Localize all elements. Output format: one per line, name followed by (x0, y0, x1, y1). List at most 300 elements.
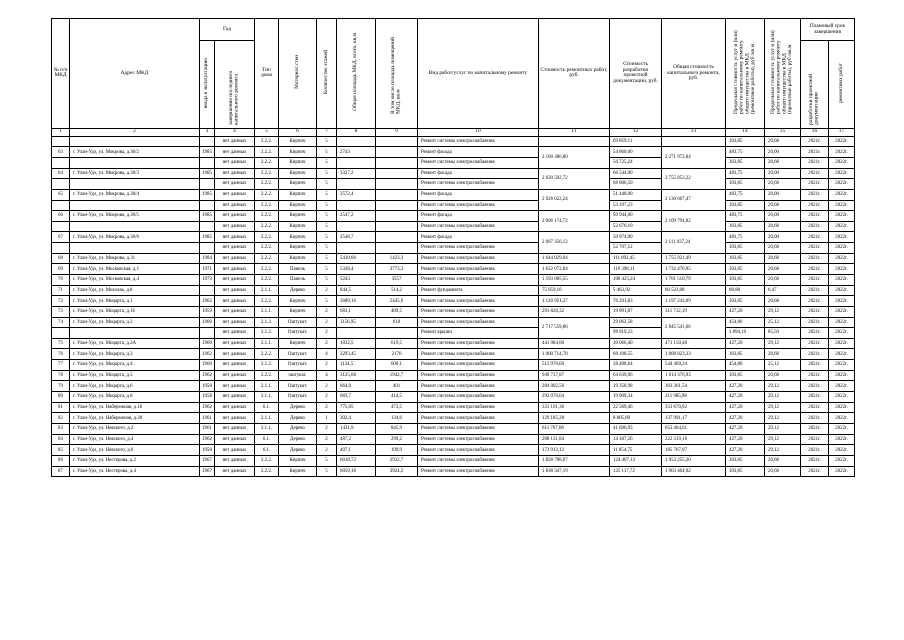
cost-design: 28 498,64 (610, 360, 662, 371)
floors: 2 (317, 285, 337, 296)
year-built: 1985 (200, 189, 215, 200)
cost-design: 22 569,46 (610, 402, 662, 413)
limit-design: 85,50 (765, 328, 801, 339)
deadline-works: 2022г. (829, 189, 855, 200)
wall-material: Оштукат. (279, 381, 317, 392)
header-year: Год (200, 19, 255, 41)
address (70, 328, 200, 339)
limit-repair: 88,88 (726, 285, 765, 296)
house-type: 2.1.1. (255, 392, 279, 403)
house-type: 2.2.2. (255, 275, 279, 286)
deadline-works: 2022г. (829, 392, 855, 403)
area-premises: 414,5 (376, 392, 418, 403)
deadline-works: 2022г. (829, 413, 855, 424)
cost-repair: 2 006 174,72 (539, 211, 610, 232)
address: г. Улан-Удэ, ул. Нестерова, д.2 (70, 455, 200, 466)
deadline-works: 2022г. (829, 296, 855, 307)
wall-material: Оштукат. (279, 360, 317, 371)
table-row (52, 455, 855, 466)
area-premises: 600,1 (376, 360, 418, 371)
year-repair: нет данных (215, 200, 255, 211)
limit-design: 20,00 (765, 211, 801, 222)
year-repair: нет данных (215, 349, 255, 360)
work-type: Ремонт системы электроснабжения (418, 349, 539, 360)
floors: 2 (317, 338, 337, 349)
cost-design: 19 909,34 (610, 392, 662, 403)
floors: 5 (317, 211, 337, 222)
work-type: Ремонт фасада (418, 189, 539, 200)
floors: 2 (317, 434, 337, 445)
address: г. Улан-Удэ, ул. Мокрова, д.30/2 (70, 147, 200, 158)
year-built (200, 136, 215, 147)
house-type: 2.2.2. (255, 466, 279, 477)
year-repair: нет данных (215, 402, 255, 413)
area-total: 5243 (337, 275, 376, 286)
deadline-design: 2021г. (801, 157, 829, 168)
header-area-total: Общая площадь МКД, всего, кв.м (352, 33, 359, 111)
wall-material: Кирпич (279, 157, 317, 168)
work-type: Ремонт системы электроснабжения (418, 338, 539, 349)
table-row (52, 328, 855, 339)
limit-design: 29,12 (765, 306, 801, 317)
cost-design: 56 725,24 (610, 157, 662, 168)
limit-repair: 303,85 (726, 466, 765, 477)
year-built: 1962 (200, 296, 215, 307)
wall-material: Кирпич (279, 306, 317, 317)
floors: 1 (317, 413, 337, 424)
table-row (52, 211, 855, 222)
house-type: 2.1.1. (255, 306, 279, 317)
row-number: 68 (52, 253, 70, 264)
floors: 5 (317, 243, 337, 254)
table-row (52, 296, 855, 307)
area-premises: 3773,3 (376, 264, 418, 275)
year-repair: нет данных (215, 434, 255, 445)
deadline-works: 2022г. (829, 253, 855, 264)
deadline-design: 2021г. (801, 445, 829, 456)
repair-program-table (51, 18, 855, 477)
area-total: 844,5 (337, 285, 376, 296)
cost-repair: 292 076,64 (539, 392, 610, 403)
area-total: 1032,5 (337, 338, 376, 349)
year-built: 1962 (200, 349, 215, 360)
cost-design: 50 944,00 (610, 211, 662, 222)
wall-material: Оштукат. (279, 349, 317, 360)
deadline-design: 2021г. (801, 402, 829, 413)
limit-design: 29,12 (765, 402, 801, 413)
cost-design: 51 448,00 (610, 189, 662, 200)
document-page (51, 18, 855, 477)
year-built: 1967 (200, 455, 215, 466)
column-number: 3 (200, 128, 215, 136)
house-type: 2.2.2. (255, 349, 279, 360)
header-limit-design: Предельная стоимость услуг и (или) работ по капитальному ремонту общего имущества в МКД (проектные работы), руб./кв.м (770, 30, 794, 114)
year-built: 1961 (200, 413, 215, 424)
deadline-works: 2022г. (829, 168, 855, 179)
table-row (52, 338, 855, 349)
limit-repair: 303,85 (726, 370, 765, 381)
limit-repair: 303,85 (726, 200, 765, 211)
floors: 4 (317, 370, 337, 381)
cost-design: 68 108,55 (610, 349, 662, 360)
row-number: 77 (52, 360, 70, 371)
cost-repair: 441 084,00 (539, 338, 610, 349)
row-number: 67 (52, 232, 70, 243)
house-type: 2.2.2. (255, 296, 279, 307)
area-total (337, 200, 376, 211)
wall-material: Панель (279, 275, 317, 286)
limit-repair: 427,20 (726, 434, 765, 445)
wall-material: Кирпич (279, 189, 317, 200)
year-built (200, 328, 215, 339)
cost-repair: 2 026 022,24 (539, 189, 610, 210)
limit-repair: 303,85 (726, 296, 765, 307)
deadline-works: 2022г. (829, 157, 855, 168)
limit-repair: 303,85 (726, 253, 765, 264)
house-type: 2.2.2. (255, 211, 279, 222)
table-row (52, 402, 855, 413)
year-repair: нет данных (215, 232, 255, 243)
area-total: 5410,66 (337, 253, 376, 264)
deadline-design: 2021г. (801, 455, 829, 466)
limit-design: 25,12 (765, 317, 801, 328)
area-total: 1431,9 (337, 423, 376, 434)
deadline-works: 2022г. (829, 200, 855, 211)
cost-design: 52 707,12 (610, 243, 662, 254)
house-type: 2.1.1. (255, 338, 279, 349)
floors: 5 (317, 264, 337, 275)
wall-material: Кирпич (279, 179, 317, 190)
year-built: 1985 (200, 232, 215, 243)
work-type: Ремонт системы электроснабжения (418, 296, 539, 307)
year-repair: нет данных (215, 243, 255, 254)
deadline-works: 2022г. (829, 381, 855, 392)
address: г. Улан-Удэ, ул. Мокрова, д.30/3 (70, 168, 200, 179)
cost-design: 5 463,92 (610, 285, 662, 296)
limit-design: 29,12 (765, 445, 801, 456)
deadline-works: 2022г. (829, 211, 855, 222)
cost-repair: 1 644 029,04 (539, 253, 610, 264)
address: г. Улан-Удэ, ул. Мокрова, д.30/4 (70, 189, 200, 200)
house-type: 2.2.2. (255, 179, 279, 190)
year-built: 1984 (200, 253, 215, 264)
header-floors: Количество этажей (322, 49, 329, 95)
column-number: 5 (255, 128, 279, 136)
cost-total: 2 130 667,47 (662, 189, 726, 210)
header-area-premises: В том числе площадь помещений МКД, кв.м (389, 37, 402, 114)
year-repair: нет данных (215, 189, 255, 200)
area-total: 2572,4 (337, 189, 376, 200)
work-type: Ремонт фасада (418, 211, 539, 222)
wall-material: Дерево (279, 413, 317, 424)
deadline-works: 2022г. (829, 349, 855, 360)
cost-repair: 2 620 502,72 (539, 168, 610, 189)
area-premises (376, 211, 418, 222)
header-cost-repair: Стоимость ремонтных работ, руб. (539, 19, 610, 129)
cost-total: 2 111 037,24 (662, 232, 726, 253)
house-type: 2.2.2. (255, 264, 279, 275)
deadline-works: 2022г. (829, 466, 855, 477)
wall-material: Дерево (279, 434, 317, 445)
limit-design: 20,68 (765, 275, 801, 286)
limit-design: 20,68 (765, 296, 801, 307)
limit-repair: 427,20 (726, 338, 765, 349)
work-type: Ремонт системы электроснабжения (418, 413, 539, 424)
year-built: 1985 (200, 211, 215, 222)
deadline-design: 2021г. (801, 338, 829, 349)
house-type: 2.2.2. (255, 370, 279, 381)
year-built: 1985 (200, 147, 215, 158)
address: г. Улан-Удэ, ул. Набережная, д.18 (70, 402, 200, 413)
column-number: 10 (418, 128, 539, 136)
deadline-design: 2021г. (801, 253, 829, 264)
work-type: Ремонт системы электроснабжения (418, 264, 539, 275)
area-total: 683,1 (337, 306, 376, 317)
area-premises (376, 221, 418, 232)
floors: 2 (317, 328, 337, 339)
limit-repair: 303,85 (726, 275, 765, 286)
cost-total: 222 319,10 (662, 434, 726, 445)
cost-repair: 1 622 072,84 (539, 264, 610, 275)
cost-repair: 1 120 951,27 (539, 296, 610, 307)
row-number: 64 (52, 168, 70, 179)
address: г. Улан-Удэ, ул. Мохолак, д.8 (70, 285, 200, 296)
header-no: № п/п МКД (52, 19, 70, 129)
wall-material: Кирпич (279, 147, 317, 158)
deadline-works: 2022г. (829, 402, 855, 413)
house-type: 2.2.2. (255, 147, 279, 158)
area-premises: 3557 (376, 275, 418, 286)
cost-total: 311 985,98 (662, 392, 726, 403)
address: г. Улан-Удэ, ул. Моцарта, д.16 (70, 306, 200, 317)
address: г. Улан-Удэ, ул. Невского, д.4 (70, 434, 200, 445)
limit-design: 29,12 (765, 434, 801, 445)
cost-total: 544 469,24 (662, 360, 726, 371)
work-type: Ремонт фундамента (418, 285, 539, 296)
work-type: Ремонт фасада (418, 232, 539, 243)
deadline-works: 2022г. (829, 243, 855, 254)
header-address: Адрес МКД (70, 19, 200, 129)
row-number: 80 (52, 392, 70, 403)
limit-repair: 427,20 (726, 413, 765, 424)
area-premises: 409,5 (376, 306, 418, 317)
deadline-works: 2022г. (829, 221, 855, 232)
area-premises: 473,5 (376, 402, 418, 413)
cost-total: 303 361,54 (662, 381, 726, 392)
table-row (52, 189, 855, 200)
limit-repair: 454,80 (726, 360, 765, 371)
floors: 5 (317, 157, 337, 168)
table-row (52, 370, 855, 381)
limit-repair: 454,80 (726, 317, 765, 328)
work-type: Ремонт системы электроснабжения (418, 381, 539, 392)
year-repair: нет данных (215, 328, 255, 339)
cost-design: 66 544,00 (610, 168, 662, 179)
table-row (52, 147, 855, 158)
area-total: 2548,7 (337, 232, 376, 243)
year-built (200, 221, 215, 232)
limit-design: 29,12 (765, 392, 801, 403)
deadline-design: 2021г. (801, 381, 829, 392)
house-type: 2.2.2. (255, 200, 279, 211)
address: г. Улан-Удэ, ул. Невского, д.6 (70, 445, 200, 456)
year-repair: нет данных (215, 445, 255, 456)
area-total: 3327,2 (337, 168, 376, 179)
address: г. Улан-Удэ, ул. Московская, д.4 (70, 275, 200, 286)
limit-repair: 483,75 (726, 232, 765, 243)
area-premises (376, 200, 418, 211)
cost-repair: 611 707,68 (539, 423, 610, 434)
wall-material: Кирпич (279, 296, 317, 307)
work-type: Ремонт системы электроснабжения (418, 360, 539, 371)
floors: 5 (317, 253, 337, 264)
cost-design: 50 974,00 (610, 232, 662, 243)
deadline-design: 2021г. (801, 264, 829, 275)
row-number (52, 200, 70, 211)
cost-design: 68 806,50 (610, 179, 662, 190)
cost-total: 1 068 823,33 (662, 349, 726, 360)
deadline-works: 2022г. (829, 179, 855, 190)
limit-repair: 483,75 (726, 189, 765, 200)
area-total: 775,05 (337, 402, 376, 413)
floors: 5 (317, 136, 337, 147)
address: г. Улан-Удэ, ул. Моцарта, д.2 (70, 317, 200, 328)
row-number (52, 243, 70, 254)
work-type: Ремонт системы электроснабжения (418, 466, 539, 477)
row-number: 86 (52, 455, 70, 466)
area-premises: 619,5 (376, 338, 418, 349)
area-premises: 845,9 (376, 423, 418, 434)
deadline-works: 2022г. (829, 423, 855, 434)
limit-design: 20,68 (765, 179, 801, 190)
work-type: Ремонт системы электроснабжения (418, 221, 539, 232)
deadline-design: 2021г. (801, 392, 829, 403)
house-type: 2.2.2. (255, 232, 279, 243)
work-type: Ремонт системы электроснабжения (418, 275, 539, 286)
row-number: 85 (52, 445, 70, 456)
cost-repair: 284 002,56 (539, 381, 610, 392)
cost-total: 2 845 541,66 (662, 317, 726, 338)
deadline-works: 2022г. (829, 264, 855, 275)
house-type: 2.1.1. (255, 423, 279, 434)
deadline-works: 2022г. (829, 455, 855, 466)
deadline-works: 2022г. (829, 275, 855, 286)
year-built: 1958 (200, 445, 215, 456)
year-built: 1960 (200, 360, 215, 371)
year-repair: нет данных (215, 221, 255, 232)
year-repair: нет данных (215, 157, 255, 168)
limit-repair: 303,85 (726, 221, 765, 232)
header-year-repair: завершения последнего капитального ремонта (227, 70, 240, 125)
work-type: Ремонт системы электроснабжения (418, 306, 539, 317)
limit-design: 20,00 (765, 232, 801, 243)
row-number: 82 (52, 413, 70, 424)
area-total: 683,7 (337, 392, 376, 403)
work-type: Ремонт системы электроснабжения (418, 402, 539, 413)
area-total: 5338,4 (337, 264, 376, 275)
wall-material: Дерево (279, 402, 317, 413)
table-row (52, 221, 855, 232)
column-number: 9 (376, 128, 418, 136)
work-type: Ремонт системы электроснабжения (418, 136, 539, 147)
year-repair: нет данных (215, 381, 255, 392)
cost-total: 2 755 853,22 (662, 168, 726, 189)
row-number: 74 (52, 317, 70, 328)
cost-design: 69 859,11 (610, 136, 662, 147)
house-type: 2.1.1. (255, 381, 279, 392)
year-built: 1959 (200, 306, 215, 317)
table-row (52, 200, 855, 211)
deadline-works: 2022г. (829, 328, 855, 339)
wall-material: Оштукат. (279, 317, 317, 328)
row-number (52, 221, 70, 232)
deadline-design: 2021г. (801, 360, 829, 371)
floors: 2 (317, 360, 337, 371)
limit-repair: 303,85 (726, 349, 765, 360)
year-built (200, 285, 215, 296)
row-number (52, 179, 70, 190)
address: г. Улан-Удэ, ул. Моцарта, д.6 (70, 381, 200, 392)
deadline-design: 2021г. (801, 221, 829, 232)
column-number: 15 (765, 128, 801, 136)
cost-repair: 2 160 386,80 (539, 147, 610, 168)
area-total: 2547,2 (337, 211, 376, 222)
cost-repair (539, 136, 610, 147)
house-type: 2.1.2. (255, 360, 279, 371)
row-number: 63 (52, 147, 70, 158)
area-premises (376, 243, 418, 254)
row-number: 69 (52, 264, 70, 275)
table-row (52, 243, 855, 254)
area-premises (376, 168, 418, 179)
cost-repair: 1 593 085,55 (539, 275, 610, 286)
area-premises: 401 (376, 381, 418, 392)
deadline-works: 2022г. (829, 136, 855, 147)
limit-design: 20,00 (765, 147, 801, 158)
limit-design: 20,00 (765, 168, 801, 179)
table-row (52, 423, 855, 434)
cost-design: 11 854,75 (610, 445, 662, 456)
cost-design: 19 358,98 (610, 381, 662, 392)
house-type: 2.2.2. (255, 157, 279, 168)
cost-design: 98 919,23 (610, 328, 662, 339)
cost-repair: 949 737,87 (539, 370, 610, 381)
limit-repair: 427,20 (726, 306, 765, 317)
address: г. Улан-Удэ, ул. Моцарта, д.1 (70, 296, 200, 307)
deadline-design: 2021г. (801, 349, 829, 360)
year-built (200, 157, 215, 168)
address: г. Улан-Удэ, ул. Набережная, д.28 (70, 413, 200, 424)
floors: 5 (317, 168, 337, 179)
deadline-design: 2021г. (801, 317, 829, 328)
year-repair: нет данных (215, 423, 255, 434)
cost-design: 52 676,10 (610, 221, 662, 232)
year-built: 1961 (200, 423, 215, 434)
area-premises (376, 157, 418, 168)
cost-repair: 173 913,12 (539, 445, 610, 456)
house-type: 6.1. (255, 434, 279, 445)
limit-repair: 427,20 (726, 423, 765, 434)
deadline-works: 2022г. (829, 338, 855, 349)
area-premises: 1423,3 (376, 253, 418, 264)
cost-total: 1 197 243,09 (662, 296, 726, 307)
wall-material: Кирпич (279, 338, 317, 349)
limit-repair: 427,20 (726, 381, 765, 392)
area-premises: 610 (376, 317, 418, 328)
wall-material: Дерево (279, 445, 317, 456)
table-row (52, 381, 855, 392)
house-type: 6.1. (255, 402, 279, 413)
